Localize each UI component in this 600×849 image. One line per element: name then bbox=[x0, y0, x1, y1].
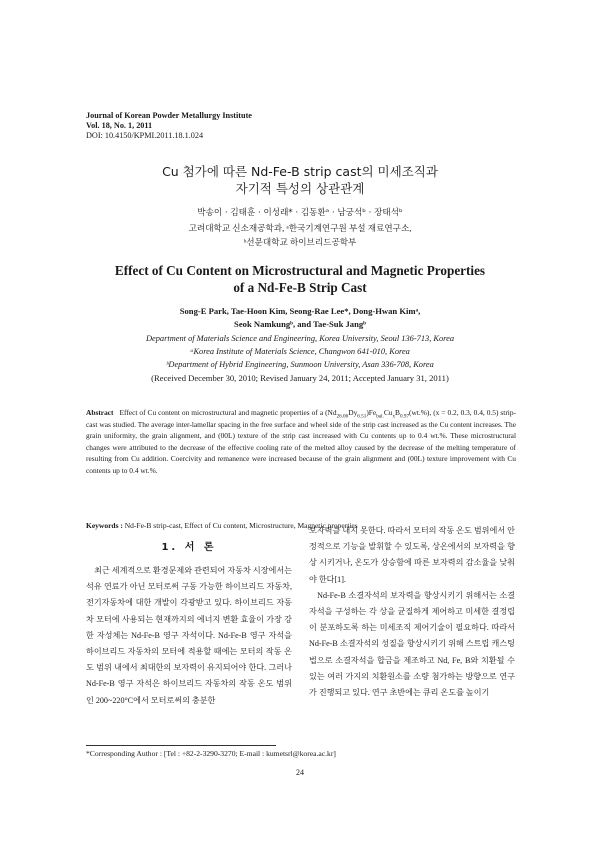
intro-paragraph-2: 보자력을 내지 못한다. 따라서 모터의 작동 온도 범위에서 안정적으로 기능을 발휘할 수 있도록, 상온에서의 보자력을 향상 시키거나, 온도가 상승함에 따른 보자력의 감소율을 낮춰야 한다[1]. bbox=[309, 526, 515, 584]
korean-affiliation-line2: ᵇ선문대학교 하이브리드공학부 bbox=[243, 237, 357, 247]
right-column bbox=[309, 523, 515, 701]
abstract bbox=[86, 407, 516, 476]
korean-title-line1: Cu 첨가에 따른 Nd-Fe-B strip cast의 미세조직과 bbox=[162, 164, 438, 179]
english-title-line2: of a Nd-Fe-B Strip Cast bbox=[233, 280, 367, 295]
abstract-label: Abstract bbox=[86, 408, 114, 417]
abstract-text-2: Dy bbox=[348, 408, 358, 417]
abstract-text-4: Cu bbox=[383, 408, 393, 417]
korean-title bbox=[0, 163, 600, 197]
footnote-divider bbox=[86, 745, 276, 746]
english-title-line1: Effect of Cu Content on Microstructural and Magnetic Properties bbox=[114, 263, 486, 278]
journal-volume: Vol. 18, No. 1, 2011 bbox=[86, 121, 153, 130]
english-title bbox=[0, 262, 600, 296]
intro-paragraph-3: Nd-Fe-B 소결자석의 보자력을 향상시키기 위해서는 소결자석을 구성하는 각 상을 균질하게 제어하고 미세한 결정립이 분포하도록 하는 미세조직 제어기술이 필요하다. 따라서 Nd-Fe-B 소결자석의 성질을 향상시키기 위해 스트립 캐스팅법으로 소결자석을 합금을 제조하고 Nd, Fe, B와 치환될 수 있는 여러 가지의 치환원소를 소량 첨가하는 방향으로 연구가 진행되고 있다. 연구 초반에는 큐리 온도를 높이기 bbox=[309, 590, 515, 698]
abstract-sub-3: bal. bbox=[376, 413, 384, 420]
received-dates: (Received December 30, 2010; Revised January 24, 2011; Accepted January 31, 2011) bbox=[151, 373, 449, 383]
korean-authors: 박송이 · 김태훈 · 이성래* · 김동환ᵃ · 남궁석ᵇ · 장태석ᵇ bbox=[197, 208, 403, 218]
abstract-sub-2: 6.51 bbox=[357, 413, 367, 420]
korean-affiliation-line1: 고려대학교 신소재공학과, ᵃ한국기계연구원 부설 재료연구소, bbox=[188, 223, 412, 233]
abstract-text-1: Effect of Cu content on microstructural and magnetic properties of a (Nd bbox=[119, 408, 337, 417]
english-authors-line2: Seok Namkungᵇ, and Tae-Suk Jangᵇ bbox=[234, 319, 366, 329]
abstract-sub-1: 26.06 bbox=[336, 413, 349, 420]
english-authors-line1: Song-E Park, Tae-Hoon Kim, Seong-Rae Lee*, Dong-Hwan Kimᵃ, bbox=[179, 306, 421, 316]
korean-title-line2: 자기적 특성의 상관관계 bbox=[235, 181, 365, 196]
abstract-sub-5: 0.97 bbox=[399, 413, 410, 420]
english-affiliations bbox=[0, 332, 600, 371]
english-authors bbox=[0, 305, 600, 331]
journal-doi: DOI: 10.4150/KPMI.2011.18.1.024 bbox=[86, 131, 204, 140]
section-heading-introduction: 1. 서 론 bbox=[161, 542, 217, 553]
keywords-text: Nd-Fe-B strip-cast, Effect of Cu content, Microstructure, Magnetic properties bbox=[124, 521, 358, 530]
journal-name: Journal of Korean Powder Metallurgy Institute bbox=[86, 111, 252, 120]
abstract-text-3: )Fe bbox=[366, 408, 377, 417]
keywords-label: Keywords : bbox=[86, 521, 123, 530]
abstract-sub-4: x bbox=[392, 413, 396, 420]
abstract-text-6: (wt.%), (x = 0.2, 0.3, 0.4, 0.5) strip-cast was studied. The average inter-lamellar spacing in the free surface and wheel side of the strip cast increased as the Cu content increases. The grain uniformity, the grain alignment, and (00L) texture of the strip cast increased with Cu contents up to 0.4 wt.%. These microstructural changes were attributed to the decrease of the effective cooling rate of the melted alloy caused by the decrease of the melting temperature of resulting from Cu addition. Coercivity and remanence were increased because of the grain alignment and (00L) texture improvement with Cu contents up to 0.4 wt.%. bbox=[86, 408, 517, 475]
left-column bbox=[86, 563, 292, 709]
journal-header bbox=[86, 111, 252, 141]
page-number: 24 bbox=[296, 768, 304, 777]
english-affiliation-line2: ᵃKorea Institute of Materials Science, Changwon 641-010, Korea bbox=[190, 347, 410, 356]
abstract-text-5: B bbox=[395, 408, 400, 417]
english-affiliation-line3: ᵇDepartment of Hybrid Engineering, Sunmoon University, Asan 336-708, Korea bbox=[166, 360, 434, 369]
intro-paragraph-1: 최근 세계적으로 환경문제와 관련되어 자동차 시장에서는 석유 연료가 아닌 모터로써 구동 가능한 하이브리드 자동차, 전기자동차에 대한 개발이 각광받고 있다. 하이브리드 자동차 모터에 사용되는 현재까지의 에너지 변환 효율이 가장 강한 자성체는 Nd-Fe-B 영구 자석이다. Nd-Fe-B 영구 자석을 하이브리드 자동차의 모터에 적용할 때에는 모터의 작동 온도 범위 내에서 최대한의 보자력이 유지되어야 한다. 그러나 Nd-Fe-B 영구 자석은 하이브리드 자동차의 작동 온도 범위인 200~220°C에서 모터로써의 충분한 bbox=[86, 566, 292, 705]
english-affiliation-line1: Department of Materials Science and Engineering, Korea University, Seoul 136-713, Korea bbox=[145, 334, 455, 343]
korean-affiliations bbox=[0, 221, 600, 249]
corresponding-author-footnote: *Corresponding Author : [Tel : +82-2-3290-3270; E-mail : kumetsrl@korea.ac.kr] bbox=[86, 749, 336, 758]
